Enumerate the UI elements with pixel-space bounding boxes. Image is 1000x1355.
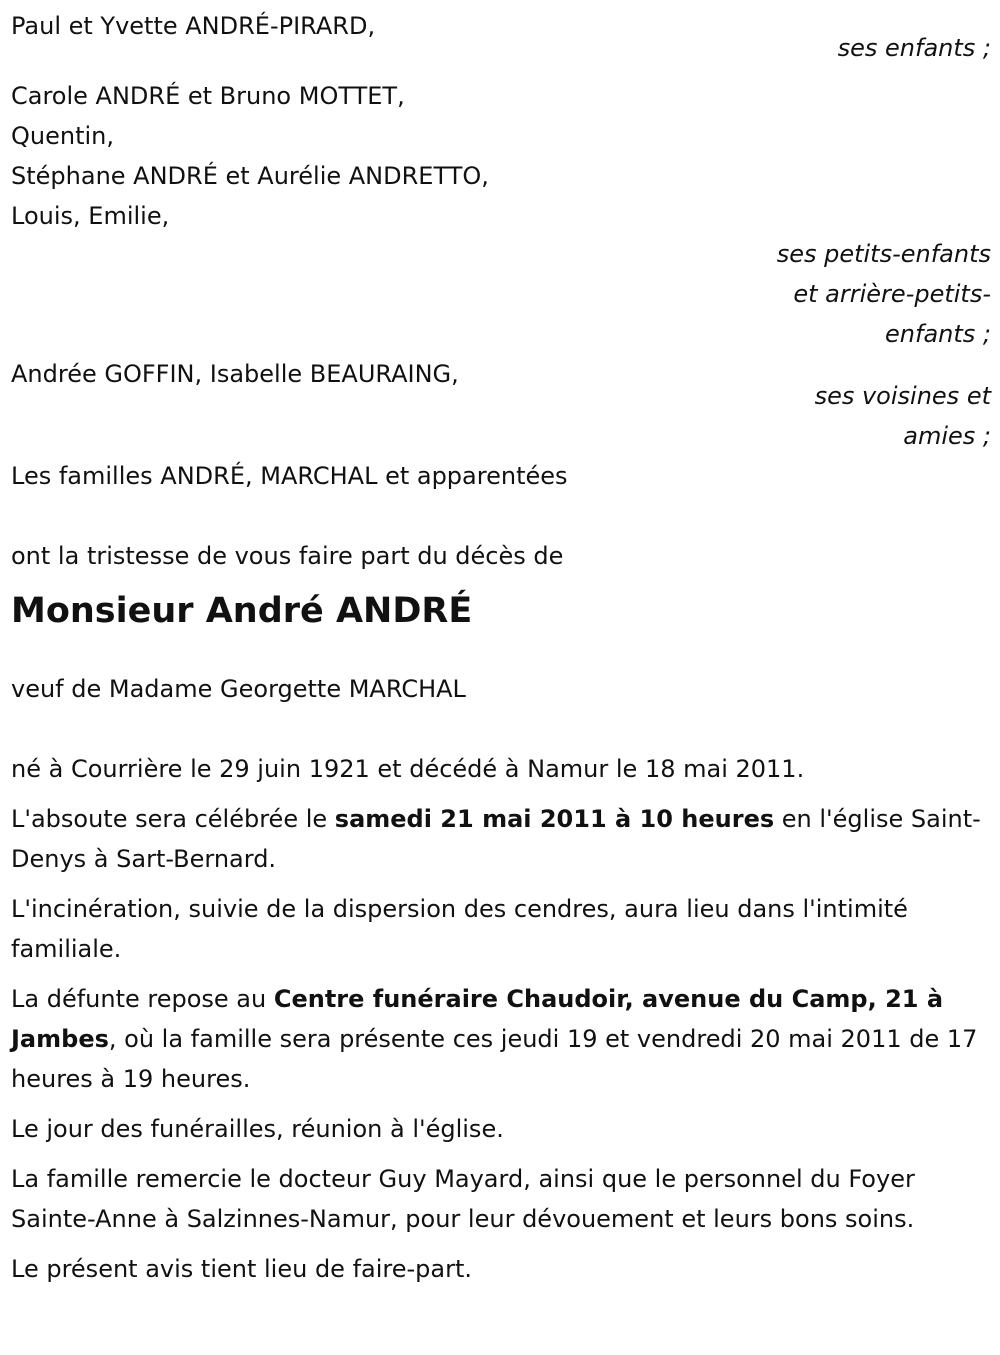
grandchildren-name: Carole ANDRÉ et Bruno MOTTET, (11, 82, 405, 110)
neighbours-role-line: amies ; (903, 422, 991, 450)
children-block (11, 6, 991, 68)
notice-paragraph: Le présent avis tient lieu de faire-part. (11, 1255, 473, 1283)
neighbours-block (11, 354, 991, 456)
reunion-paragraph: Le jour des funérailles, réunion à l'église. (11, 1115, 504, 1143)
grandchildren-role-line: enfants ; (885, 320, 991, 348)
grandchildren-role-line: et arrière-petits- (793, 280, 991, 308)
grandchildren-name: Louis, Emilie, (11, 202, 170, 230)
neighbours-names: Andrée GOFFIN, Isabelle BEAURAING, (11, 360, 459, 388)
grandchildren-name: Quentin, (11, 122, 114, 150)
announcement: ont la tristesse de vous faire part du décès de (11, 542, 564, 570)
grandchildren-role-line: ses petits-enfants (776, 240, 991, 268)
birth-death-paragraph: né à Courrière le 29 juin 1921 et décédé à Namur le 18 mai 2011. (11, 755, 805, 783)
grandchildren-block (11, 76, 991, 354)
children-names: Paul et Yvette ANDRÉ-PIRARD, (11, 12, 376, 40)
deceased-name: Monsieur André ANDRÉ (11, 591, 473, 631)
thanks-paragraph: La famille remercie le docteur Guy Mayard, ainsi que le personnel du Foyer Sainte-Anne à Salzinnes-Namur, pour leur dévouement et leurs bons soins. (11, 1165, 915, 1233)
repose-paragraph: La défunte repose au Centre funéraire Chaudoir, avenue du Camp, 21 à Jambes, où la famille sera présente ces jeudi 19 et vendredi 20 mai 2011 de 17 heures à 19 heures. (11, 985, 978, 1093)
grandchildren-name: Stéphane ANDRÉ et Aurélie ANDRETTO, (11, 162, 489, 190)
children-role: ses enfants ; (837, 34, 991, 62)
neighbours-role-line: ses voisines et (814, 382, 991, 410)
incineration-paragraph: L'incinération, suivie de la dispersion des cendres, aura lieu dans l'intimité familiale. (11, 895, 908, 963)
funeral-center-address: Centre funéraire Chaudoir, avenue du Camp, 21 à Jambes (11, 985, 944, 1053)
widower-of: veuf de Madame Georgette MARCHAL (11, 675, 466, 703)
obituary-notice (11, 6, 991, 1299)
absoute-date: samedi 21 mai 2011 à 10 heures (334, 805, 775, 833)
absoute-paragraph: L'absoute sera célébrée le samedi 21 mai 2011 à 10 heures en l'église Saint-Denys à Sart-Bernard. (11, 805, 981, 873)
families-line: Les familles ANDRÉ, MARCHAL et apparentées (11, 462, 568, 490)
